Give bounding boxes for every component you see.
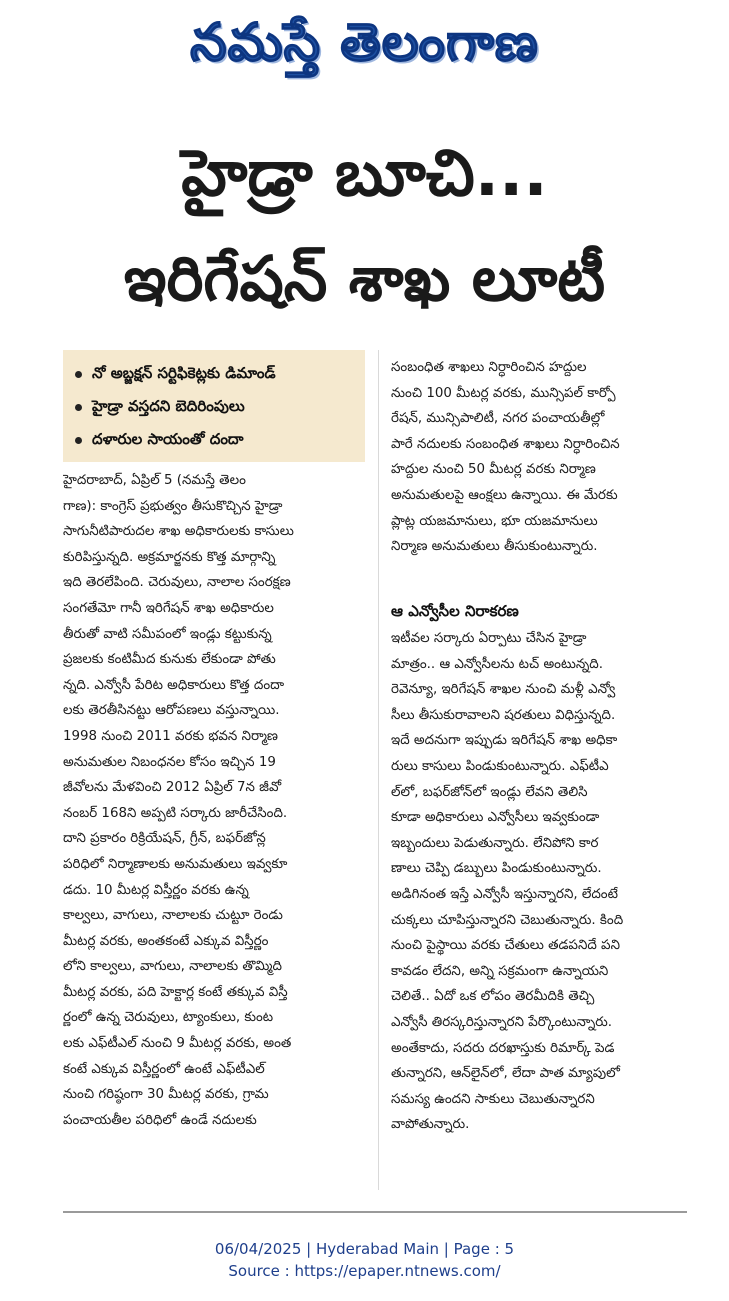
highlight-text: నో అబ్జక్షన్ సర్టిఫికెట్లకు డిమాండ్ [92, 363, 276, 382]
article-right-column-bottom [391, 626, 687, 1138]
article-line: రెవెన్యూ, ఇరిగేషన్ శాఖల నుంచి మళ్లీ ఎన్వో [391, 682, 616, 698]
article-right-column-top [391, 355, 687, 560]
highlight-item [75, 391, 359, 424]
headline-line-1: హైడ్రా బూచి... [181, 137, 548, 211]
article-line: కూడా అధికారులు ఎన్వోసీలు ఇవ్వకుండా [391, 810, 600, 826]
article-line: హద్దుల నుంచి 50 మీటర్ల వరకు నిర్మాణ [391, 462, 596, 478]
article-line: ల్‌లో, బఫర్‌జోన్‌లో ఇండ్లు లేవని తెలిసి [391, 784, 588, 800]
bullet-icon [75, 437, 82, 444]
article-line: ర్ణంలో ఉన్న చెరువులు, ట్యాంకులు, కుంట [63, 1010, 274, 1026]
article-line: ఇటీవల సర్కారు ఏర్పాటు చేసిన హైడ్రా [391, 631, 587, 646]
article-line: నుంచి గరిష్ఠంగా 30 మీటర్ల వరకు, గ్రామ [63, 1087, 269, 1103]
article-line: ఇబ్బందులు పెడుతున్నారు. లేనిపోని కార [391, 835, 599, 851]
article-line: చుక్కలు చూపిస్తున్నారని చెబుతున్నారు. కింది [391, 912, 624, 928]
column-divider [378, 350, 379, 1190]
bullet-icon [75, 371, 82, 378]
article-line: దాని ప్రకారం రిక్రియేషన్, గ్రీన్, బఫర్‌జోన్ల [63, 831, 266, 847]
article-line: జీవోలను మేళవించి 2012 ఏప్రిల్ 7న జీవో [63, 780, 282, 796]
highlight-text: దళారుల సాయంతో దందా [92, 429, 244, 448]
article-line: సీలు తీసుకురావాలని షరతులు విధిస్తున్నది. [391, 707, 616, 723]
highlight-item [75, 358, 359, 391]
article-line: లకు తెరతీసినట్టు ఆరోపణలు వస్తున్నాయి. [63, 703, 280, 719]
headline-line-2: ఇరిగేషన్ శాఖ లూటీ [123, 242, 606, 315]
article-line: తీరుతో వాటి సమీపంలో ఇండ్లు కట్టుకున్న [63, 626, 272, 642]
article-line: మీటర్ల వరకు, పది హెక్టార్ల కంటే తక్కువ విస్తీ [63, 984, 288, 1000]
article-line: లకు ఎఫ్‌టీఎల్ నుంచి 9 మీటర్ల వరకు, అంత [63, 1036, 292, 1052]
article-line: చెలితే.. ఏదో ఒక లోపం తెరమీదికి తెచ్చి [391, 989, 595, 1005]
article-line: కంటే ఎక్కువ విస్తీర్ణంలో ఉంటే ఎఫ్‌టీఎల్ [63, 1061, 265, 1077]
article-line: రేషన్, మున్సిపాలిటీ, నగర పంచాయతీల్లో [391, 411, 605, 427]
article-line: అనుమతుల నిబంధనల కోసం ఇచ్చిన 19 [63, 754, 276, 770]
article-line: సమస్య ఉందని సాకులు చెబుతున్నారని [391, 1091, 595, 1107]
article-line: గాణ): కాంగ్రెస్ ప్రభుత్వం తీసుకొచ్చిన హైడ్రా [63, 498, 283, 514]
article-line: న్నది. ఎన్వోసీ పేరిట అధికారులు కొత్త దందా [63, 677, 285, 693]
article-line: డదు. 10 మీటర్ల విస్తీర్ణం వరకు ఉన్న [63, 882, 249, 898]
article-line: కాల్వలు, వాగులు, నాలాలకు చుట్టూ రెండు [63, 908, 283, 924]
article-line: ప్లాట్ల యజమానులు, భూ యజమానులు [391, 513, 598, 529]
article-line: పరిధిలో నిర్మాణాలకు అనుమతులు ఇవ్వకూ [63, 856, 288, 872]
article-line: రులు కాసులు పిండుకుంటున్నారు. ఎఫ్‌టీఎ [391, 758, 609, 774]
article-line: అంతేకాదు, సదరు దరఖాస్తుకు రిమార్క్ పెడ [391, 1040, 615, 1056]
article-line: పారే నదులకు సంబంధిత శాఖలు నిర్ధారించిన [391, 436, 620, 452]
section-subheading: ఆ ఎన్వోసీల నిరాకరణ [391, 602, 519, 620]
article-line: హైదరాబాద్, ఏప్రిల్ 5 (నమస్తే తెలం [63, 473, 246, 488]
article-line: తున్నారని, ఆన్‌లైన్‌లో, లేదా పాత మ్యాపులో [391, 1066, 620, 1082]
article-line: వాపోతున్నారు. [391, 1117, 470, 1133]
newspaper-masthead: నమస్తే తెలంగాణ [190, 13, 539, 73]
edition-info: 06/04/2025 | Hyderabad Main | Page : 5 [214, 1240, 515, 1258]
footer-divider [63, 1211, 687, 1213]
article-line: నంబర్ 168ని అప్పటి సర్కారు జారీచేసింది. [63, 805, 288, 821]
article-line: నిర్మాణ అనుమతులు తీసుకుంటున్నారు. [391, 539, 598, 555]
article-line: కురిపిస్తున్నది. అక్రమార్జనకు కొత్త మార్గాన్ని [63, 549, 276, 565]
article-line: ఇదే అదనుగా ఇప్పుడు ఇరిగేషన్ శాఖ అధికా [391, 733, 618, 749]
article-line: 1998 నుంచి 2011 వరకు భవన నిర్మాణ [63, 728, 278, 744]
article-line: లోని కాల్వలు, వాగులు, నాలాలకు తొమ్మిది [63, 959, 282, 975]
article-line: సంగతేమో గానీ ఇరిగేషన్ శాఖ అధికారుల [63, 600, 274, 616]
highlight-item [75, 424, 359, 457]
article-line: సంబంధిత శాఖలు నిర్ధారించిన హద్దుల [391, 360, 587, 375]
article-line: అడిగినంత ఇస్తే ఎన్వోసీ ఇస్తున్నారని, లేదంటే [391, 886, 618, 902]
article-line: ణాలు చెప్పి డబ్బులు పిండుకుంటున్నారు. [391, 861, 602, 877]
article-line: నుంచి 100 మీటర్ల వరకు, మున్సిపల్ కార్పో [391, 385, 616, 401]
highlight-text: హైడ్రా వస్తదని బెదిరింపులు [92, 396, 245, 415]
article-line: పంచాయతీల పరిధిలో ఉండే నదులకు [63, 1112, 257, 1128]
article-line: ఎన్వోసీ తిరస్కరిస్తున్నారని పేర్కొంటున్నారు. [391, 1014, 613, 1030]
article-line: మాత్రం.. ఆ ఎన్వోసీలను టచ్ అంటున్నది. [391, 656, 603, 672]
article-line: నుంచి పైస్థాయి వరకు చేతులు తడపనిదే పని [391, 938, 620, 954]
bullet-icon [75, 404, 82, 411]
article-line: ఇది తెరలేపింది. చెరువులు, నాలాల సంరక్షణ [63, 575, 291, 591]
article-left-column [63, 468, 365, 1133]
article-line: అనుమతులపై ఆంక్షలు ఉన్నాయి. ఈ మేరకు [391, 487, 618, 503]
article-line: మీటర్ల వరకు, అంతకంటే ఎక్కువ విస్తీర్ణం [63, 933, 269, 949]
article-line: సాగునీటిపారుదల శాఖ అధికారులకు కాసులు [63, 524, 294, 540]
article-line: కావడం లేదని, అన్ని సక్రమంగా ఉన్నాయని [391, 963, 609, 979]
article-line: ప్రజలకు కంటిమీద కునుకు లేకుండా పోతు [63, 652, 276, 668]
highlights-box [63, 350, 365, 462]
source-link[interactable]: Source : https://epaper.ntnews.com/ [228, 1262, 501, 1280]
